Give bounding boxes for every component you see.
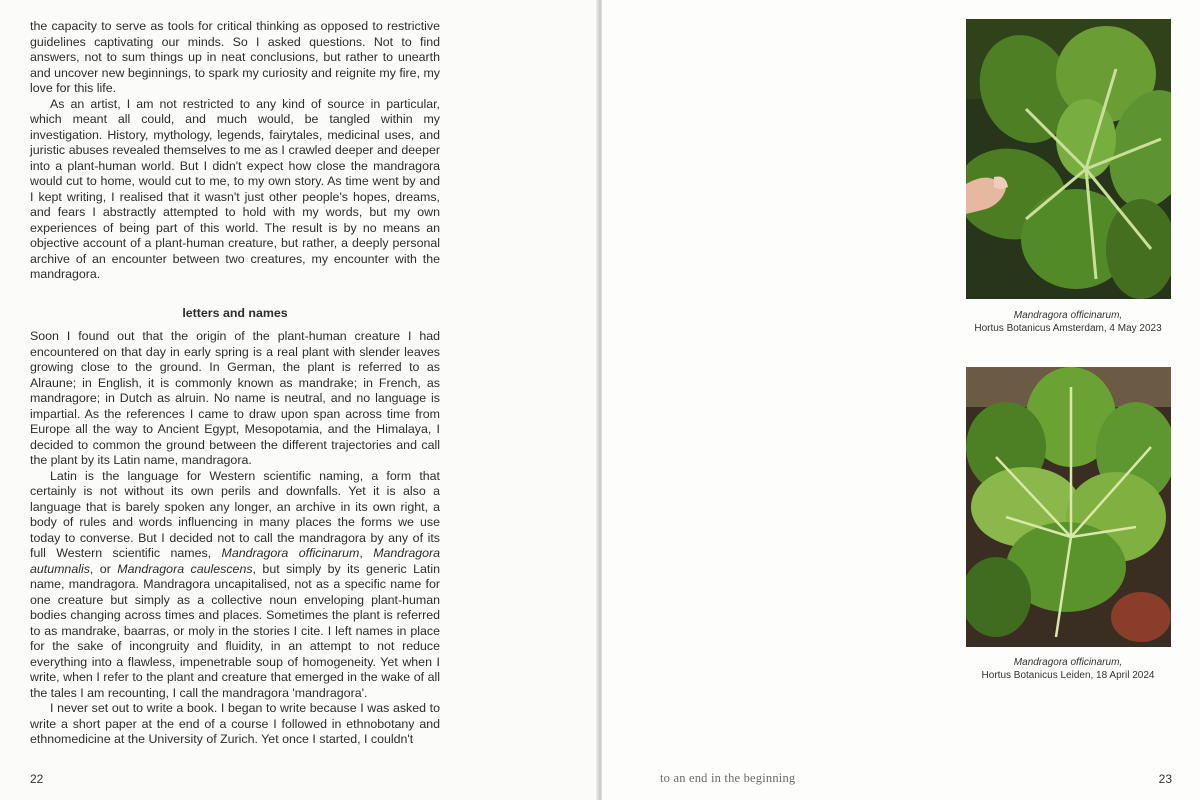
photo-caption-2 [954,657,1182,682]
photo-caption-1 [954,310,1182,335]
species-name: Mandragora caulescens [117,561,253,576]
body-paragraph-latin [30,469,440,702]
text-run: Latin is the language for Western scientific naming, a form that certainly is not without its own perils and downfalls. Yet it is also a language that is barely spoken any longer, an archive in its own right, a body of rules and words influencing in many places the forms we use today to converse. But I decided not to call the mandragora by any of its full Western scientific names, [30,468,440,560]
body-text-column [30,19,440,748]
right-page [602,0,1200,800]
mandrake-photo-amsterdam [966,19,1171,299]
body-paragraph: the capacity to serve as tools for critical thinking as opposed to restrictive guidelines captivating our minds. So I asked questions. Not to find answers, not to sum things up in neat conclusions, but rather to unearth and uncover new beginnings, to spark my curiosity and reignite my fire, my love for this life. [30,19,440,95]
species-name: Mandragora officinarum [221,546,360,560]
caption-species: Mandragora officinarum, [1013,310,1123,321]
caption-species: Mandragora officinarum, [1013,657,1123,668]
body-paragraph: Soon I found out that the origin of the plant-human creature I had encountered on that day in early spring is a real plant with slender leaves growing close to the ground. In German, the plant is referred to as Alraune; in English, it is commonly known as mandrake; in French, as mandragore; in Dutch as alruin. No name is neutral, and no language is impartial. As the references I came to draw upon span across time from Europe all the way to Ancient Egypt, Mesopotamia, and the Himalaya, I decided to common the ground between the different trajectories and call the plant by its Latin name, mandragora. [30,329,440,467]
body-paragraph: I never set out to write a book. I began to write because I was asked to write a short paper at the end of a course I followed in ethnobotany and ethnomedicine at the University of Zurich. Yet once I started, I couldn't [30,701,440,746]
page-number-right: 23 [1158,772,1172,786]
text-run: , or [89,561,118,576]
running-head: to an end in the beginning [660,771,796,785]
species-name: Mandragora autumnalis [30,546,441,576]
caption-place-date: Hortus Botanicus Amsterdam, 4 May 2023 [974,322,1162,334]
body-paragraph: As an artist, I am not restricted to any kind of source in particular, which meant all could, and much would, be tangled within my investigation. History, mythology, legends, fairytales, medicinal uses, and juristic abuses revealed themselves to me as I crawled deeper and deeper into a plant-human world. But I didn't expect how close the mandragora would cut to home, would cut to me, to my own story. As time went by and I kept writing, I realised that it wasn't just other people's hopes, dreams, and fears I abstractly attempted to hold with my words, but my own experiences of being part of this world. The result is by no means an objective account of a plant-human creature, but rather, a deeply personal archive of an encounter between two creatures, my encounter with the mandragora. [30,96,440,281]
page-number-left: 22 [30,772,44,786]
mandrake-photo-image [966,19,1171,299]
mandrake-photo-leiden [966,367,1171,647]
caption-place-date: Hortus Botanicus Leiden, 18 April 2024 [981,669,1155,681]
left-page [0,0,598,800]
mandrake-photo-image [966,367,1171,647]
text-run: , [359,546,374,560]
text-run: , but simply by its generic Latin name, mandragora. Mandragora uncapitalised, not as a specific name for one creature but simply as a collective noun enveloping plant-human bodies changing across times and places. Sometimes the plant is referred to as mandrake, baarras, or moly in the stories I cite. I left names in place for the sake of incongruity and fluidity, in an attempt to not reduce everything into a flawless, impenetrable soup of homogeneity. Yet when I write, when I refer to the plant and creature that emerged in the wake of all the tales I am recounting, I call the mandragora 'mandragora'. [30,561,440,700]
section-heading: letters and names [182,305,288,320]
